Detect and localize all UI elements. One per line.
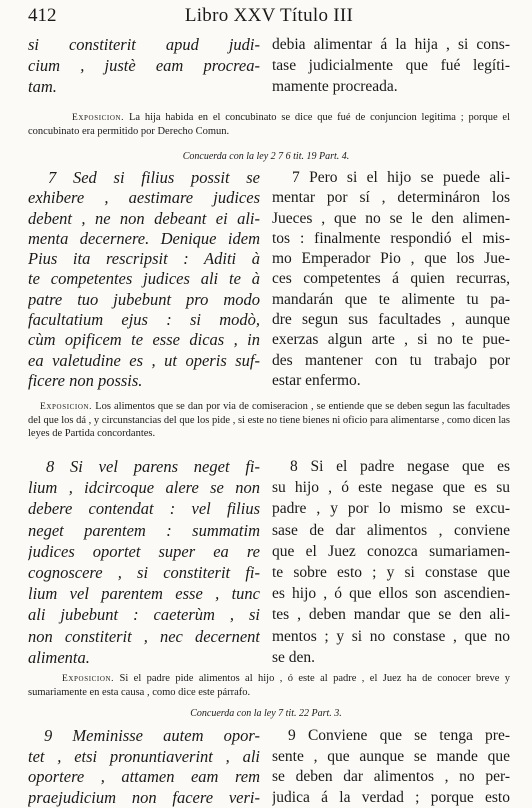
spanish-line: 9 Conviene que se tenga pre-: [272, 726, 510, 747]
spanish-line: padre , y por lo mismo se excu-: [272, 498, 510, 519]
latin-line: lium , idcircoque alere se non: [28, 477, 260, 498]
spanish-line: se deben dar alimentos , no per-: [272, 767, 510, 788]
spanish-line: estar enfermo.: [272, 371, 510, 391]
latin-line: praejudicium non facere veri-: [28, 788, 260, 808]
concordance-line-1: Concuerda con la ley 2 7 6 tit. 19 Part. 4.: [0, 151, 532, 162]
spanish-column: [272, 726, 510, 808]
exposicion-note-3: [28, 672, 510, 699]
latin-line: ali jubebunt : caeterùm , si: [28, 604, 260, 625]
latin-line: patre tuo jubebunt pro modo: [28, 290, 260, 310]
latin-column: [28, 456, 260, 668]
spanish-line: sase de dar alimentos , conviene: [272, 520, 510, 541]
latin-line: Pius ita rescripsit : Aditi à: [28, 249, 260, 269]
exposicion-label: Exposicion.: [62, 674, 114, 684]
latin-line: cùm opificem te esse dicas , in: [28, 330, 260, 350]
spanish-line: mandarán que te alimente tu pa-: [272, 290, 510, 310]
latin-line: exhibere , aestimare judices: [28, 188, 260, 208]
latin-line: ficere non possis.: [28, 371, 260, 391]
exposicion-note-2: [28, 400, 510, 440]
latin-line: tam.: [28, 76, 260, 97]
spanish-column: [272, 456, 510, 668]
spanish-line: mamente procreada.: [272, 76, 510, 97]
latin-line: cium , justè eam procrea-: [28, 55, 260, 76]
latin-line: lium vel parentem esse , tunc: [28, 583, 260, 604]
spanish-column: [272, 34, 510, 97]
latin-line: 7 Sed si filius possit se: [28, 168, 260, 188]
spanish-line: su hijo , ó este negase que es su: [272, 477, 510, 498]
exposicion-note-1: [28, 111, 510, 138]
latin-line: facultatium ejus : si modò,: [28, 310, 260, 330]
latin-line: te competentes judices ali te à: [28, 269, 260, 289]
latin-line: cognoscere , si constiterit fi-: [28, 562, 260, 583]
spanish-line: 8 Si el padre negase que es: [272, 456, 510, 477]
latin-line: 9 Meminisse autem opor-: [28, 726, 260, 747]
spanish-line: tase judicialmente que fué legíti-: [272, 55, 510, 76]
concordance-line-3: Concuerda con la ley 7 tit. 22 Part. 3.: [0, 708, 532, 719]
exposicion-text: Los alimentos que se dan por via de comiseracion , se entiende que se deben segun las facultades del que los dá , y circunstancias del que los pide , si este no tiene bienes ni oficio para alimentarse , como dicen las leyes de Partida concordantes.: [28, 401, 510, 439]
exposicion-text: La hija habida en el concubinato se dice que fué de conjuncion legitima ; porque el concubinato era permitido por Derecho Comun.: [28, 112, 510, 137]
spanish-line: tes , deben mandar que se den ali-: [272, 604, 510, 625]
parallel-text-block-2: [28, 168, 510, 391]
spanish-line: debia alimentar á la hija , si cons-: [272, 34, 510, 55]
spanish-line: te sobre esto ; y si constase que: [272, 562, 510, 583]
latin-column: [28, 726, 260, 808]
latin-line: debere contendat : vel filius: [28, 498, 260, 519]
latin-line: tet , etsi pronuntiaverint , ali: [28, 747, 260, 768]
spanish-line: mentos ; y si no constase , que no: [272, 626, 510, 647]
spanish-line: es hijo , ó que ellos son ascendien-: [272, 583, 510, 604]
parallel-text-block-1: [28, 34, 510, 97]
latin-line: 8 Si vel parens neget fi-: [28, 456, 260, 477]
spanish-line: tos : finalmente respondió el mis-: [272, 229, 510, 249]
exposicion-label: Exposicion.: [72, 113, 124, 123]
spanish-line: dre segun sus facultades , aunque: [272, 310, 510, 330]
spanish-line: sente , que aunque se mande que: [272, 747, 510, 768]
latin-line: non constiterit , nec decernent: [28, 626, 260, 647]
parallel-text-block-4: [28, 726, 510, 808]
latin-line: si constiterit apud judi-: [28, 34, 260, 55]
spanish-line: mo Emperador Pio , que los Jue-: [272, 249, 510, 269]
latin-line: menta decernere. Denique idem: [28, 229, 260, 249]
latin-line: alimenta.: [28, 647, 260, 668]
exposicion-label: Exposicion.: [40, 402, 92, 412]
latin-line: neget parentem : summatim: [28, 520, 260, 541]
running-title: Libro XXV Título III: [28, 5, 510, 27]
page-number: 412: [28, 5, 57, 27]
latin-line: oportere , attamen eam rem: [28, 767, 260, 788]
spanish-line: mentar por sí , determináron los: [272, 188, 510, 208]
parallel-text-block-3: [28, 456, 510, 668]
spanish-column: [272, 168, 510, 391]
spanish-line: des mantener con tu trabajo por: [272, 351, 510, 371]
spanish-line: judica á la verdad ; porque esto: [272, 788, 510, 808]
spanish-line: Jueces , que no se le den alimen-: [272, 209, 510, 229]
spanish-line: se den.: [272, 647, 510, 668]
latin-column: [28, 34, 260, 97]
latin-line: judices oportet super ea re: [28, 541, 260, 562]
spanish-line: que el Juez conozca sumariamen-: [272, 541, 510, 562]
exposicion-text: Si el padre pide alimentos al hijo , ó este al padre , el Juez ha de conocer breve y sumariamente en esta causa , como dice este párrafo.: [28, 673, 510, 698]
running-header: [28, 3, 510, 27]
latin-column: [28, 168, 260, 391]
spanish-line: ces competentes á quien recurras,: [272, 269, 510, 289]
latin-line: debent , ne non debeant ei ali-: [28, 209, 260, 229]
latin-line: ea valetudine es , ut operis suf-: [28, 351, 260, 371]
spanish-line: exerzas algun arte , si no te pue-: [272, 330, 510, 350]
spanish-line: 7 Pero si el hijo se puede ali-: [272, 168, 510, 188]
